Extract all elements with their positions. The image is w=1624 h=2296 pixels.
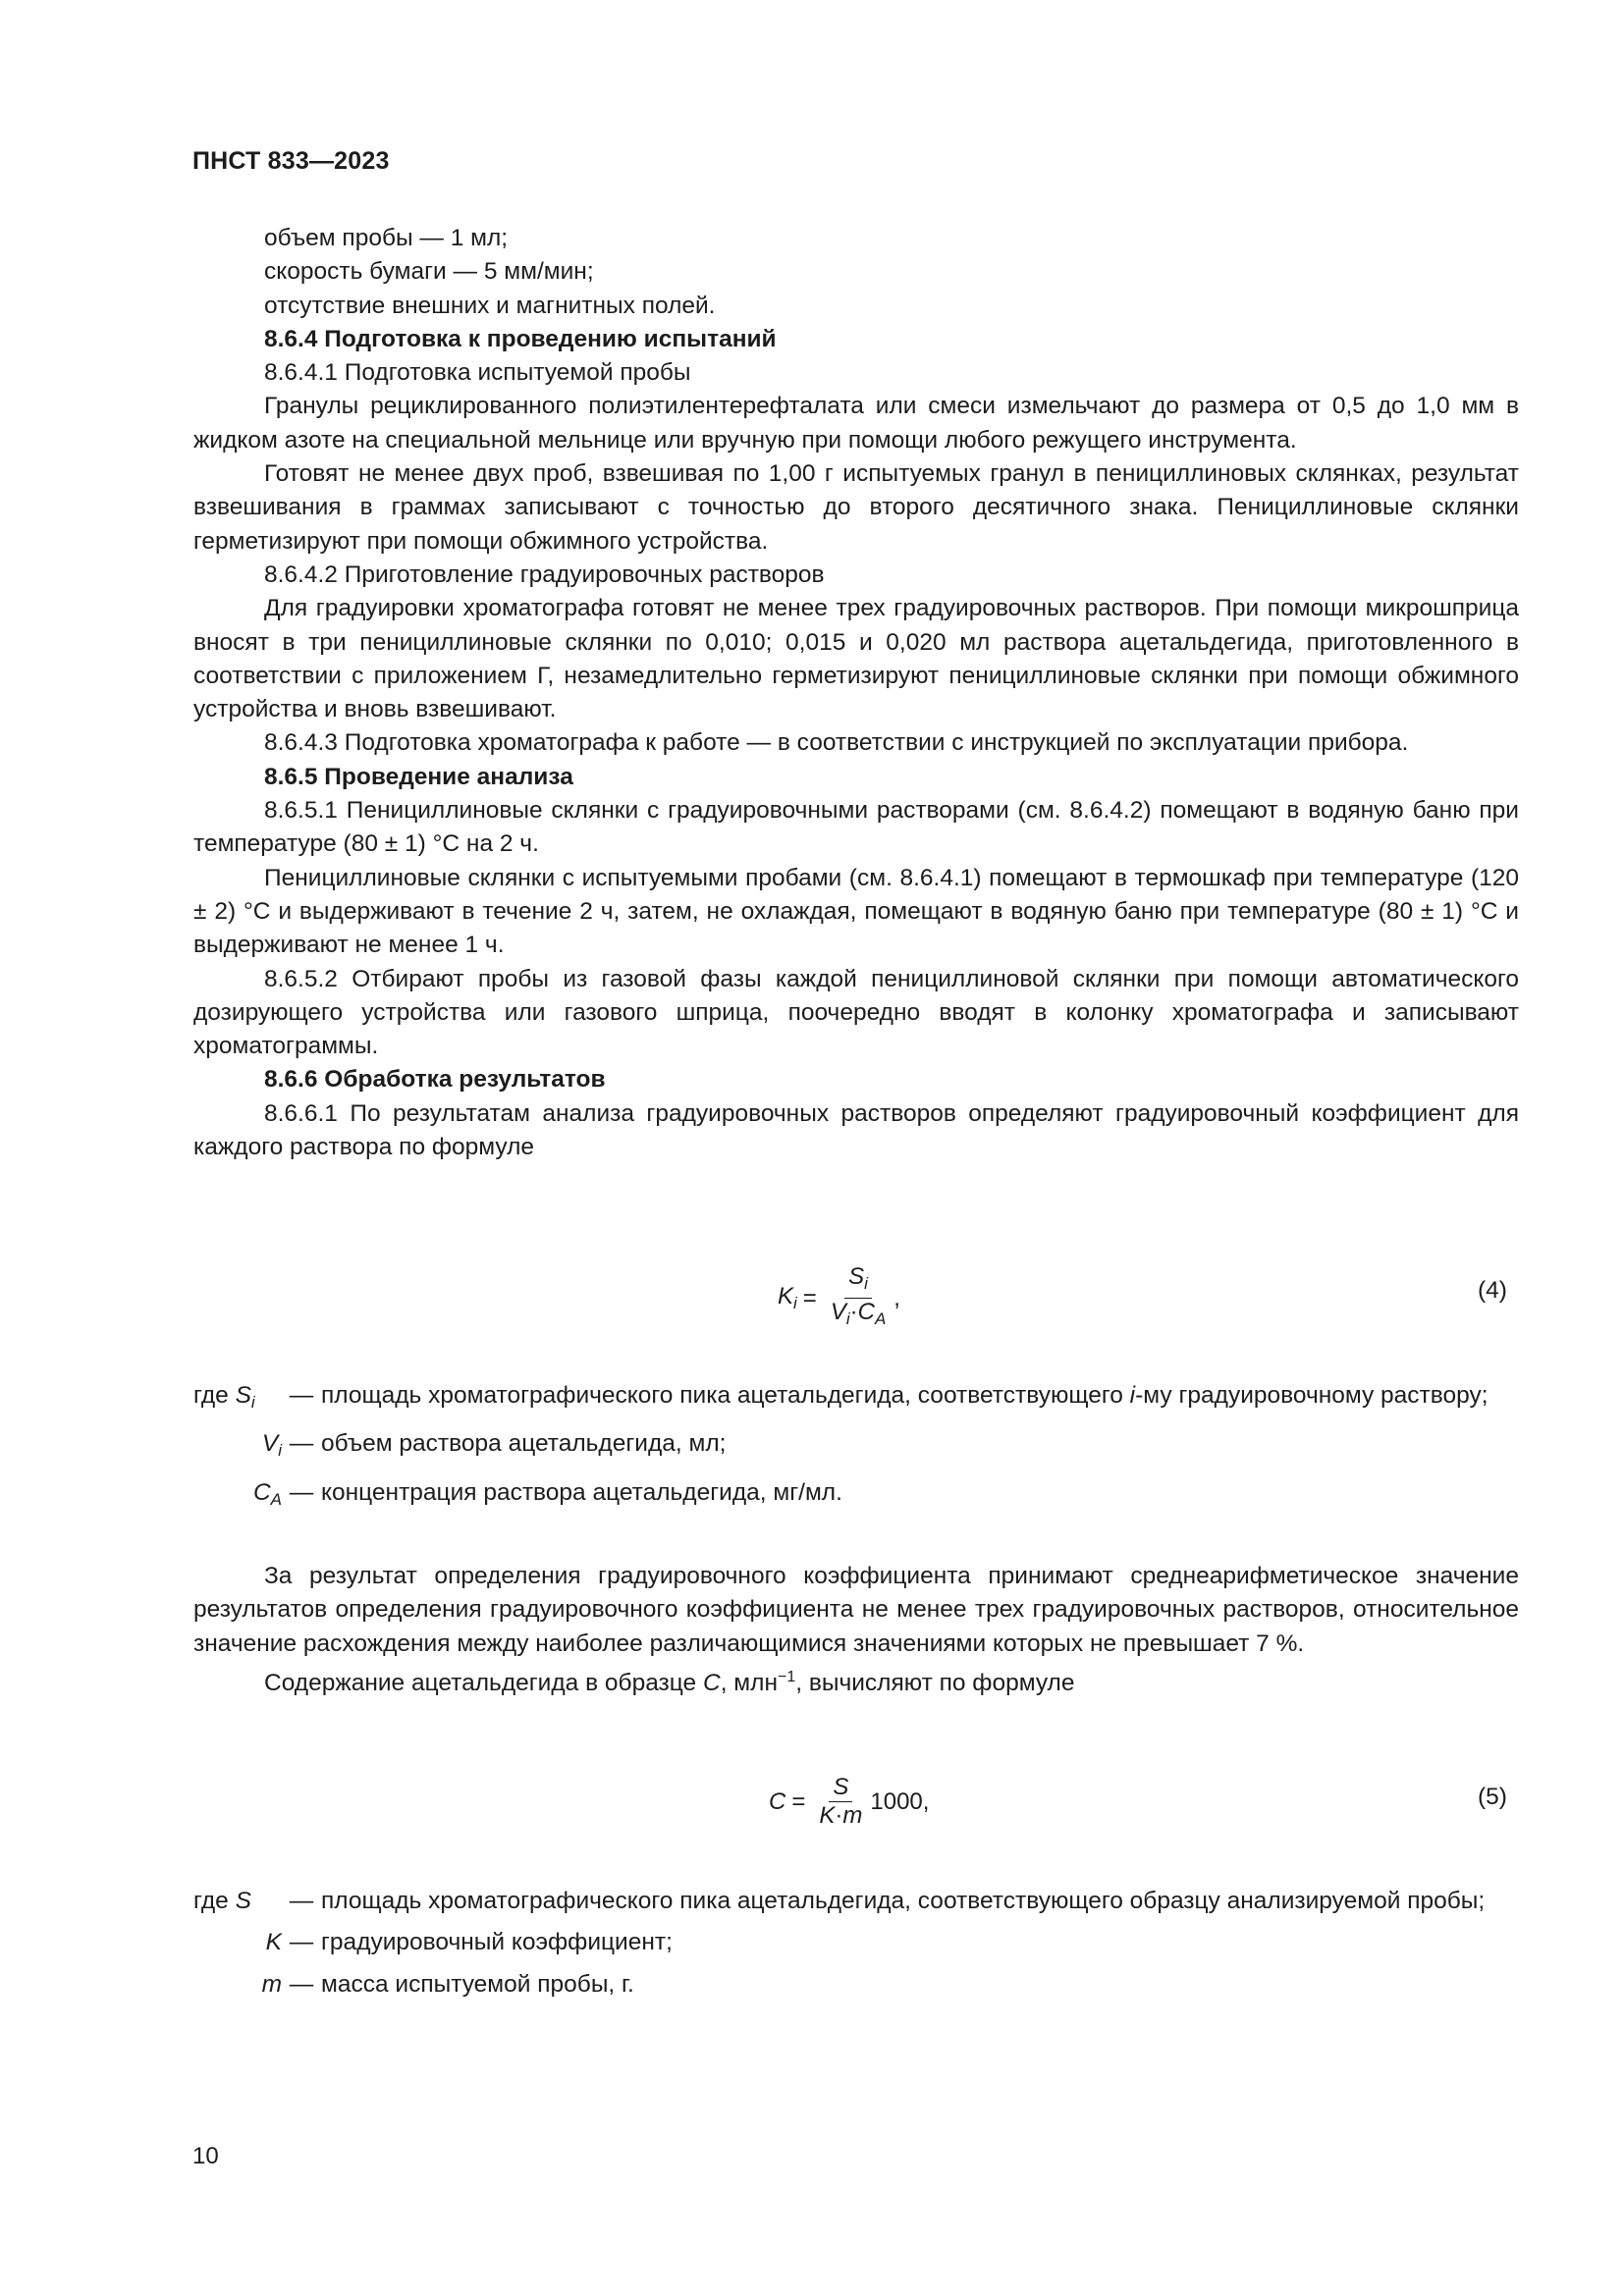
formula-5-expression: C = $\frac{S}{K\cdot m}$ 1000, [769,1774,930,1829]
paragraph: скорость бумаги — 5 мм/мин; [264,258,594,286]
page-number: 10 [192,2143,219,2169]
results-text [193,1560,1519,1700]
formula-4-lhs: $K_i$ [778,1283,797,1312]
paragraph: 8.6.6.1 По результатам анализа градуировочных растворов определяют градуировочный коэффициент для каждого раствора по формуле [193,1099,1519,1161]
subsection-heading: 8.6.4.2 Приготовление градуировочных растворов [264,561,825,588]
paragraph: Готовят не менее двух проб, взвешивая по 1,00 г испытуемых гранул в пенициллиновых склянках, результат взвешивания в граммах записывают с точностью до второго десятичного знака. Пенициллиновые склянки герметизируют при помощи обжимного устройства. [193,460,1519,555]
paragraph: 8.6.4.3 Подготовка хроматографа к работе — в соответствии с инструкцией по эксплуатации прибора. [264,729,1409,757]
paragraph: отсутствие внешних и магнитных полей. [264,292,716,319]
equals-sign: = [802,1284,817,1311]
formula-5-legend [193,1885,1519,2009]
document-header: ПНСТ 833—2023 [192,147,390,175]
formula-5-fraction: $\frac{S}{K\cdot m}$ [819,1774,863,1829]
paragraph: Пенициллиновые склянки с испытуемыми пробами (см. 8.6.4.1) помещают в термошкаф при температуре (120 ± 2) °C и выдерживают в течение 2 ч, затем, не охлаждая, помещают в водяную баню при температуре (80 ± 1) °C и выдерживают не менее 1 ч. [193,864,1519,959]
section-heading: 8.6.6 Обработка результатов [264,1066,606,1094]
subsection-heading: 8.6.4.1 Подготовка испытуемой пробы [264,359,691,387]
legend-row: где $S_i$ — площадь хроматографического пика ацетальдегида, соответствующего i-му градуировочному раствору; [193,1382,1489,1412]
formula-4-legend [193,1379,1519,1524]
equation-number-5: (5) [1478,1784,1507,1810]
legend-row: K — градуировочный коэффициент; [265,1929,673,1956]
paragraph: 8.6.5.2 Отбирают пробы из газовой фазы каждой пенициллиновой склянки при помощи автоматического дозирующего устройства или газового шприца, поочередно вводят в колонку хроматографа и записывают хроматограммы. [193,965,1519,1060]
legend-row: $V_i$ — объем раствора ацетальдегида, мл; [261,1430,727,1461]
paragraph: объем пробы — 1 мл; [264,225,509,251]
equals-sign: = [791,1788,806,1815]
legend-row: $C_A$ — концентрация раствора ацетальдегида, мг/мл. [252,1478,842,1509]
section-heading: 8.6.5 Проведение анализа [264,763,573,790]
equation-number-4: (4) [1478,1277,1507,1304]
legend-row: m — масса испытуемой пробы, г. [261,1970,634,1998]
paragraph: Для градуировки хроматографа готовят не менее трех градуировочных растворов. При помощи микрошприца вносят в три пенициллиновые склянки по 0,010; 0,015 и 0,020 мл раствора ацетальдегида, приготовленного в соответствии с приложением Г, незамедлительно герметизируют пенициллиновые склянки при помощи обжимного устройства и вновь взвешивают. [193,595,1519,723]
paragraph: Гранулы рециклированного полиэтилентерефталата или смеси измельчают до размера от 0,5 до 1,0 мм в жидком азоте на специальной мельнице или вручную при помощи любого режущего инструмента. [193,393,1519,454]
body-text [193,222,1519,1164]
formula-4-fraction: $\frac{S_i}{V_i\cdot C_A}$ [830,1263,887,1328]
paragraph: Содержание ацетальдегида в образце C, млн$^{-1}$, вычисляют по формуле [264,1668,1075,1697]
paragraph: 8.6.5.1 Пенициллиновые склянки с градуировочными растворами (см. 8.6.4.2) помещают в водяную баню при температуре (80 ± 1) °C на 2 ч. [193,797,1519,858]
formula-4-expression: $K_i$ = $\frac{S_i}{V_i\cdot C_A}$ , [778,1264,900,1332]
legend-row: где S — площадь хроматографического пика ацетальдегида, соответствующего образцу анализируемой пробы; [193,1888,1486,1914]
section-heading: 8.6.4 Подготовка к проведению испытаний [264,325,777,352]
paragraph: За результат определения градуировочного коэффициента принимают среднеарифметическое значение результатов определения градуировочного коэффициента не менее трех градуировочных растворов, относительное значение расхождения между наиболее различающимися значениями которых не превышает 7 %. [193,1563,1519,1657]
